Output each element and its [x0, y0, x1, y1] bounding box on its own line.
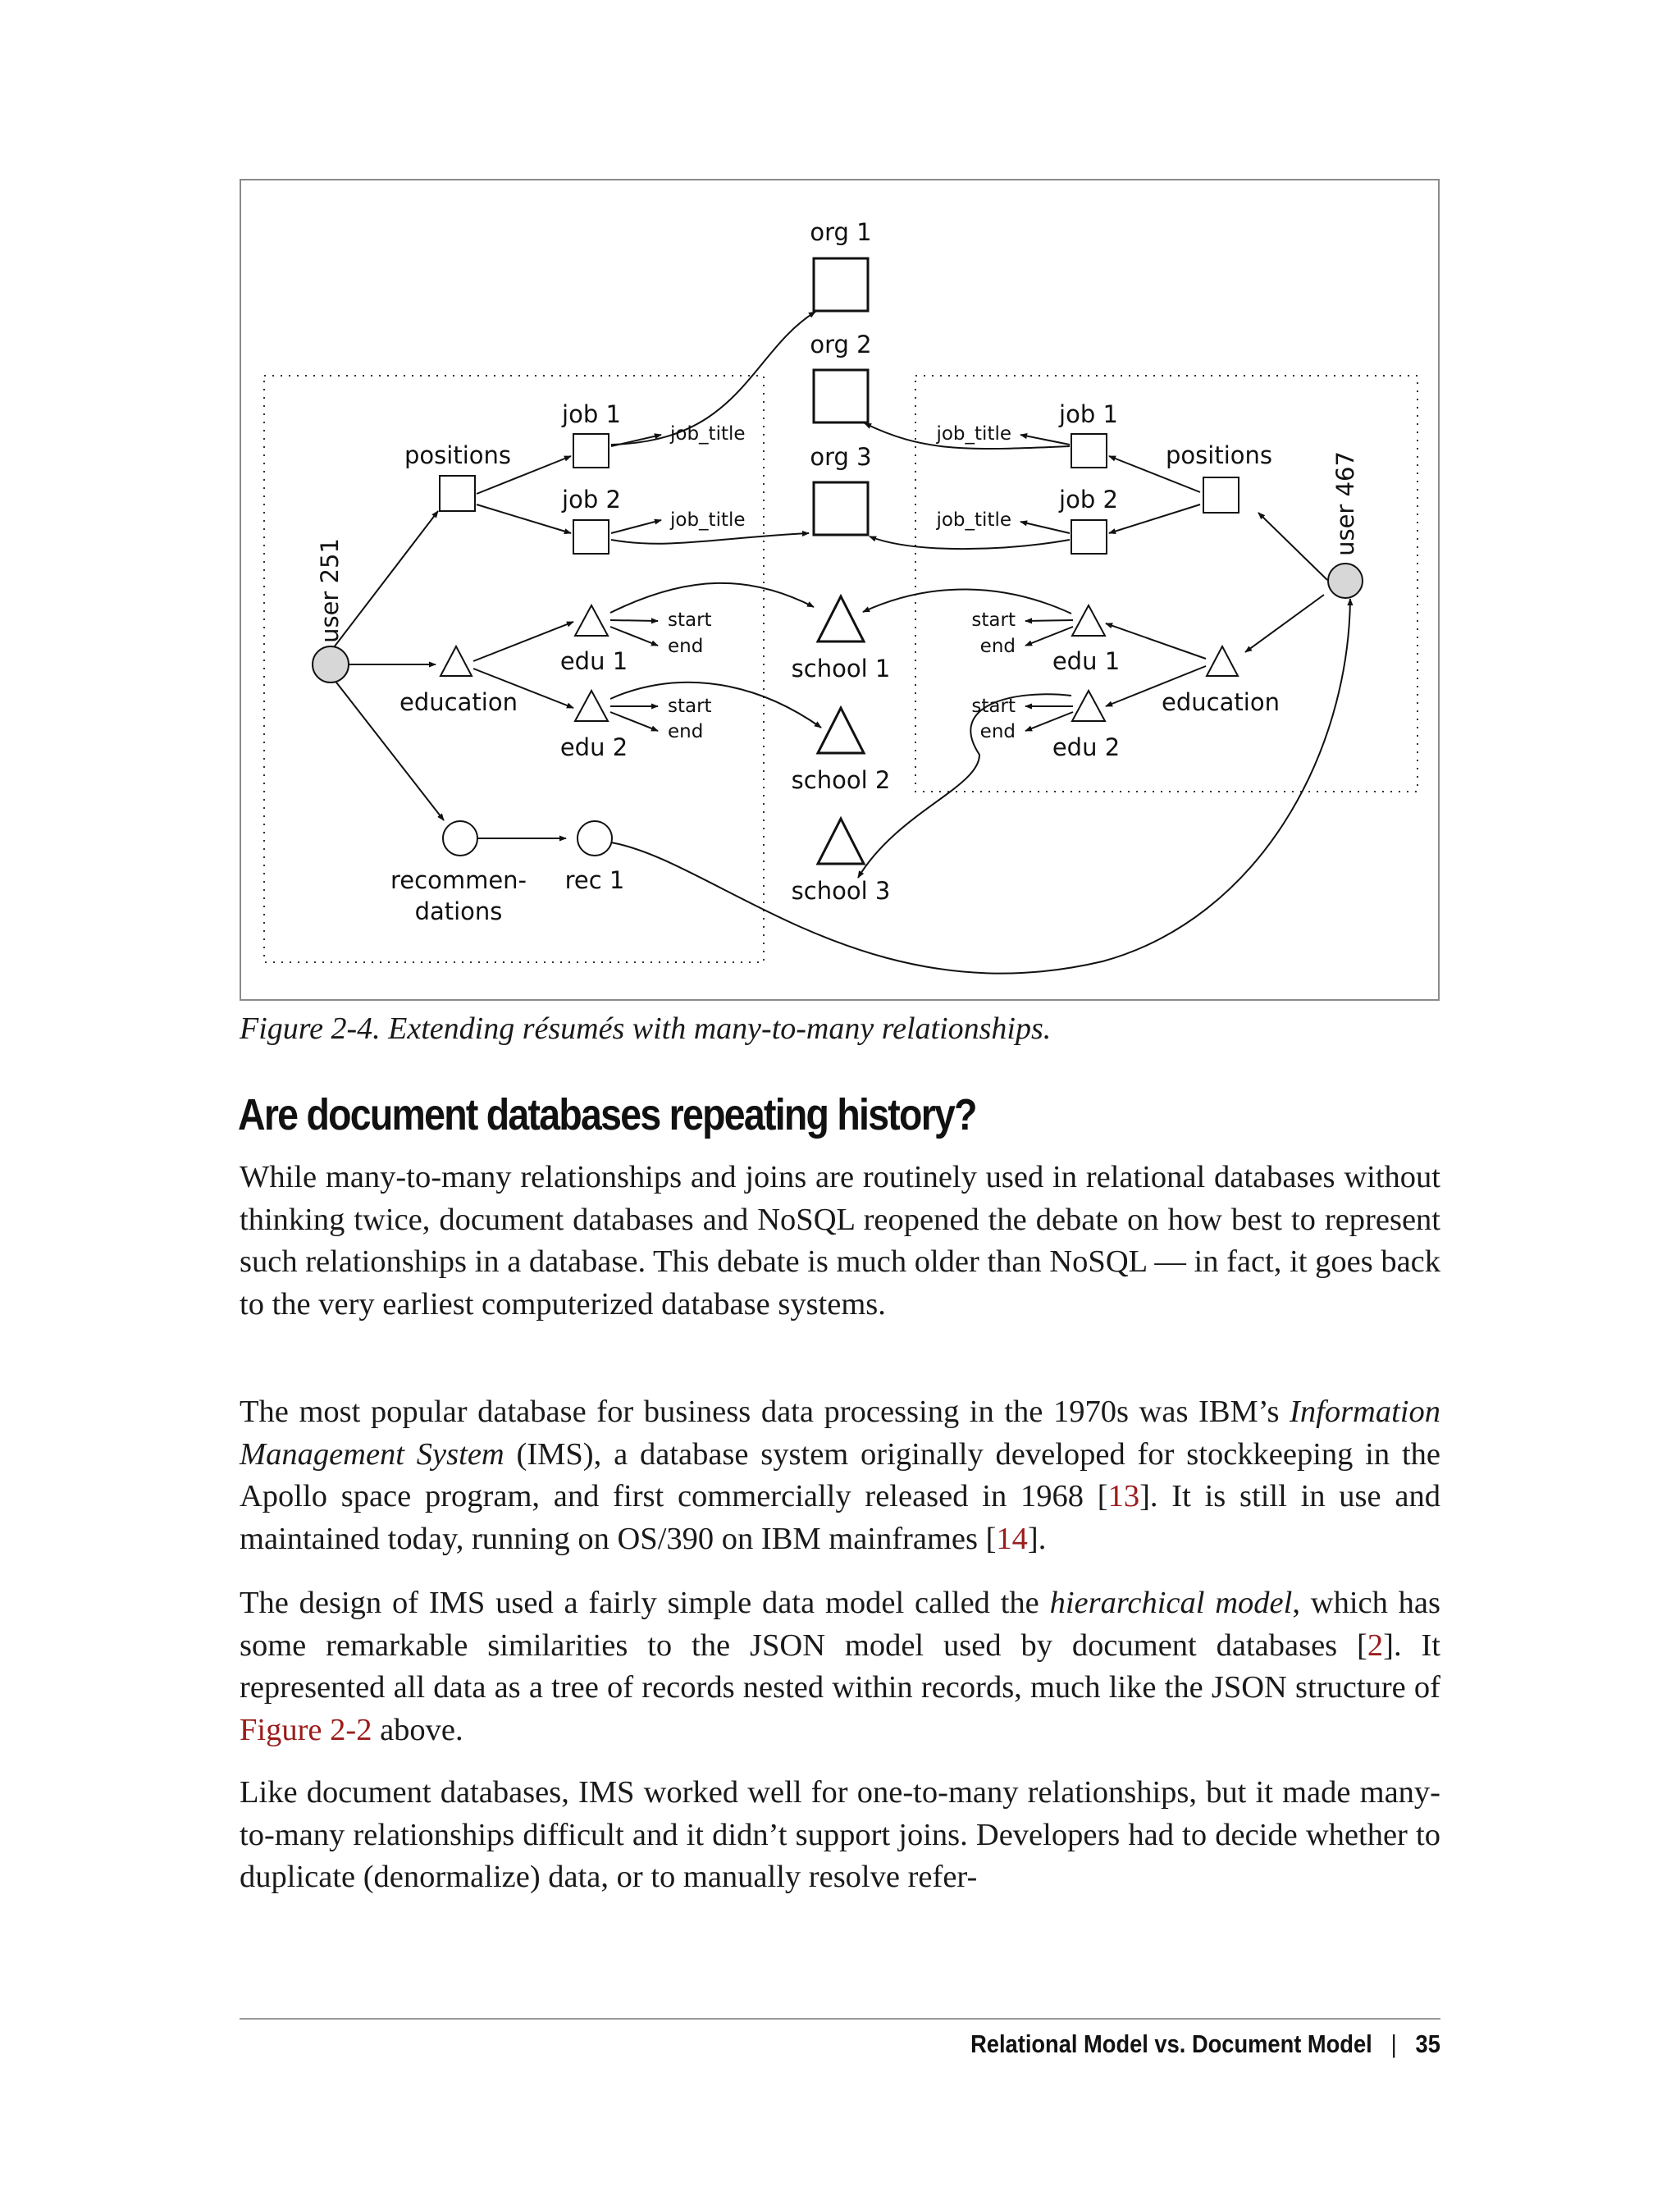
right-job1-title-label: job_title: [936, 423, 1011, 445]
right-edu1-end-label: end: [979, 636, 1016, 657]
right-education-label: education: [1162, 688, 1280, 716]
org3-label: org 3: [810, 443, 872, 471]
left-job2-node: [573, 520, 609, 554]
footer-rule: [240, 2018, 1440, 2020]
paragraph-3-italic-term: hierarchical model: [1049, 1586, 1293, 1620]
page-footer: [970, 2029, 1440, 2059]
footer-separator: |: [1390, 2029, 1397, 2058]
edge-edu1-start: [610, 620, 658, 621]
right-job2-title-label: job_title: [936, 509, 1011, 531]
right-edu1-start-label: start: [971, 609, 1016, 631]
school1-node: [818, 596, 864, 641]
user251-node: [313, 646, 349, 682]
edge-redu1-school1: [863, 589, 1071, 614]
paragraph-2-italic-term: Information Management System: [240, 1395, 1440, 1472]
org2-node: [814, 370, 868, 422]
right-education-node: [1207, 646, 1238, 676]
school3-label: school 3: [791, 877, 891, 905]
edge-rjob2-org3: [870, 536, 1070, 549]
right-job1-label: job 1: [1059, 400, 1118, 428]
paragraph-3-text-d: above.: [372, 1712, 463, 1747]
edge-redu1-end: [1025, 627, 1073, 646]
school2-label: school 2: [791, 766, 891, 794]
org1-label: org 1: [810, 218, 872, 246]
left-job1-title-label: job_title: [670, 423, 746, 445]
left-job1-node: [573, 434, 609, 468]
edge-edu1-school1: [610, 583, 814, 613]
rec1-node: [578, 821, 612, 856]
user467-node: [1328, 564, 1363, 598]
paragraph-2: [240, 1391, 1440, 1560]
figure-2-2-link[interactable]: Figure 2-2: [240, 1712, 372, 1747]
left-job2-label: job 2: [562, 486, 621, 514]
paragraph-2-text-d: ].: [1027, 1521, 1047, 1556]
paragraph-2-text-a: The most popular database for business data processing in the 1970s was IBM’s: [240, 1395, 1290, 1429]
school2-node: [818, 708, 864, 753]
edge-rjob1-title: [1020, 435, 1070, 445]
right-positions-label: positions: [1166, 441, 1272, 469]
left-edu1-start-label: start: [668, 609, 712, 631]
left-positions-label: positions: [404, 441, 511, 469]
right-job2-node: [1071, 520, 1107, 554]
edge-reducation-edu1: [1106, 623, 1206, 659]
recommendations-node: [443, 821, 477, 856]
recommendations-label-line1: recommen-: [390, 866, 527, 894]
org1-node: [814, 258, 868, 311]
right-job2-label: job 2: [1059, 486, 1118, 514]
right-edu1-label: edu 1: [1052, 647, 1121, 675]
left-edu2-start-label: start: [668, 696, 712, 717]
figure-frame: [240, 179, 1440, 1001]
left-positions-node: [440, 476, 475, 511]
school1-label: school 1: [791, 655, 891, 682]
footer-page-number: 35: [1415, 2029, 1440, 2058]
user251-label: user 251: [316, 538, 344, 643]
left-job2-title-label: job_title: [670, 509, 746, 531]
edge-redu2-end: [1025, 712, 1073, 731]
left-edu1-node: [575, 605, 608, 636]
paragraph-3: [240, 1582, 1440, 1751]
edge-education-edu1: [473, 622, 573, 661]
left-edu1-label: edu 1: [559, 647, 628, 675]
figure-caption: Figure 2-4. Extending résumés with many-to-many relationships.: [240, 1011, 1052, 1046]
citation-2-link[interactable]: 2: [1367, 1628, 1384, 1663]
right-edu2-node: [1072, 691, 1105, 721]
edge-user467-positions: [1258, 513, 1327, 580]
paragraph-3-text-b: , which has some remarkable similarities to the JSON model used by document databases [: [240, 1586, 1441, 1663]
paragraph-3-text-c: ]. It represented all data as a tree of records nested within records, much like the JSON structure of: [240, 1628, 1440, 1705]
right-edu2-end-label: end: [979, 721, 1016, 742]
edge-user467-education: [1245, 595, 1324, 652]
edge-edu1-end: [610, 627, 658, 646]
edge-job2-title: [611, 520, 661, 533]
left-edu2-label: edu 2: [559, 733, 628, 761]
citation-13-link[interactable]: 13: [1107, 1479, 1140, 1513]
citation-14-link[interactable]: 14: [996, 1521, 1028, 1556]
edge-job2-org3: [611, 533, 809, 544]
recommendations-label-line2: dations: [414, 897, 503, 925]
edge-edu2-school2: [610, 682, 821, 728]
left-edu2-node: [575, 691, 608, 721]
footer-chapter-title: Relational Model vs. Document Model: [970, 2029, 1372, 2058]
edge-rpositions-job2: [1109, 504, 1200, 533]
right-edu2-label: edu 2: [1052, 733, 1121, 761]
left-education-node: [441, 646, 472, 676]
right-edu2-start-label: start: [971, 696, 1016, 717]
edge-user251-positions: [331, 511, 438, 651]
paragraph-2-text-c: ]. It is still in use and maintained today, running on OS/390 on IBM mainframes [: [240, 1479, 1440, 1556]
edge-positions-job2: [477, 504, 571, 533]
section-heading: Are document databases repeating history?: [238, 1090, 976, 1139]
left-edu1-end-label: end: [668, 636, 704, 657]
edge-edu2-end: [610, 712, 658, 731]
paragraph-1: While many-to-many relationships and joins are routinely used in relational databases without thinking twice, document databases and NoSQL reopened the debate on how best to represent such relationships in a database. This debate is much older than NoSQL — in fact, it goes back to the very earliest computerized database systems.: [240, 1160, 1440, 1322]
right-edu1-node: [1072, 605, 1105, 636]
right-job1-node: [1071, 434, 1107, 468]
paragraph-3-text-a: The design of IMS used a fairly simple data model called the: [240, 1586, 1050, 1620]
paragraph-4: Like document databases, IMS worked well for one-to-many relationships, but it made many-to-many relationships difficult and it didn’t support joins. Developers had to decide whether to duplicate (denormalize) data, or to manually resolve refer-: [240, 1775, 1440, 1894]
resume-graph-diagram: [241, 180, 1441, 1002]
rec1-label: rec 1: [564, 866, 625, 894]
school3-node: [818, 819, 864, 864]
org3-node: [814, 482, 868, 535]
org2-label: org 2: [810, 331, 872, 358]
left-education-label: education: [399, 688, 518, 716]
user467-label: user 467: [1331, 451, 1359, 556]
left-edu2-end-label: end: [668, 721, 704, 742]
left-job1-label: job 1: [562, 400, 621, 428]
edge-rjob2-title: [1020, 522, 1070, 533]
right-positions-node: [1203, 477, 1239, 513]
edge-redu1-start: [1025, 620, 1073, 621]
paragraph-2-text-b: (IMS), a database system originally developed for stockkeeping in the Apollo space program, and first commercially released in 1968 [: [240, 1436, 1441, 1513]
